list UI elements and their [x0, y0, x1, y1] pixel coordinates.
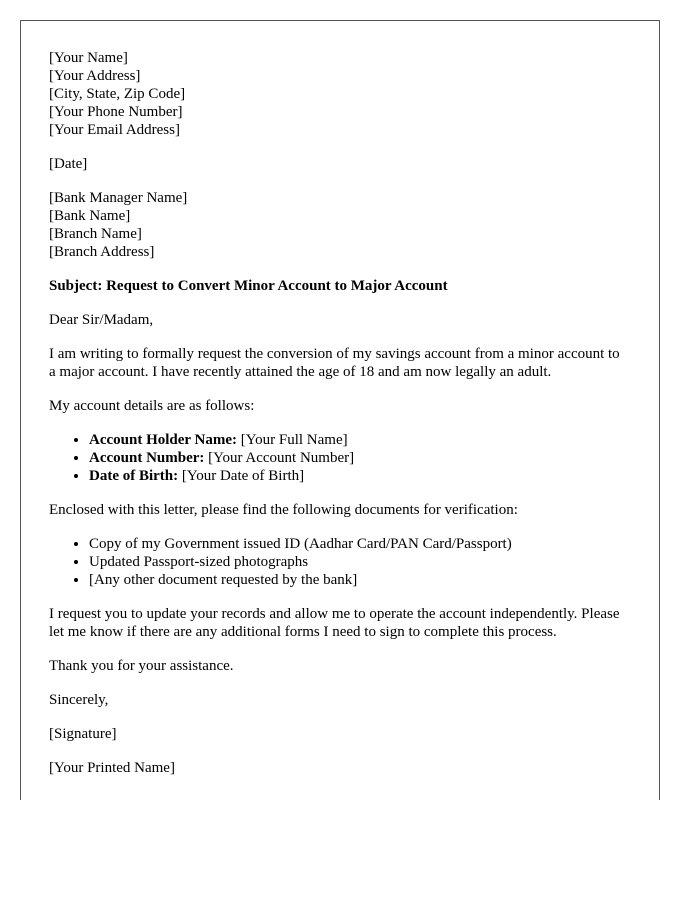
list-item: • Updated Passport-sized photographs — [89, 553, 629, 571]
recipient-branch: [Branch Name] — [49, 226, 142, 242]
recipient-manager: [Bank Manager Name] — [49, 190, 188, 206]
detail-value: [Your Date of Birth] — [178, 468, 305, 484]
signature-line: [Signature] — [49, 726, 117, 742]
detail-value: [Your Full Name] — [237, 432, 348, 448]
list-item — [89, 449, 629, 467]
detail-value: [Your Account Number] — [204, 450, 355, 466]
detail-label: Account Number: — [89, 450, 205, 466]
thanks-line: Thank you for your assistance. — [49, 658, 234, 674]
documents-intro: Enclosed with this letter, please find the following documents for verification: — [49, 502, 518, 518]
sender-phone: [Your Phone Number] — [49, 104, 183, 120]
details-intro: My account details are as follows: — [49, 398, 255, 414]
detail-label: Date of Birth: — [89, 468, 179, 484]
letter-page — [20, 20, 660, 800]
recipient-bank: [Bank Name] — [49, 208, 131, 224]
request-paragraph: I request you to update your records and allow me to operate the account independently. Please let me know if there are any additional forms I need to sign to complete this process. — [49, 606, 620, 640]
sender-address: [Your Address] — [49, 68, 141, 84]
letter-subject: Subject: Request to Convert Minor Account to Major Account — [49, 278, 448, 294]
printed-name-line: [Your Printed Name] — [49, 760, 175, 776]
salutation: Dear Sir/Madam, — [49, 312, 154, 328]
recipient-branch-address: [Branch Address] — [49, 244, 155, 260]
intro-paragraph: I am writing to formally request the conversion of my savings account from a minor account to a major account. I have recently attained the age of 18 and am now legally an adult. — [49, 346, 620, 380]
list-item: • Copy of my Government issued ID (Aadhar Card/PAN Card/Passport) — [89, 535, 629, 553]
sender-address-block — [49, 49, 629, 139]
sender-email: [Your Email Address] — [49, 122, 180, 138]
documents-list — [49, 535, 629, 589]
list-item — [89, 431, 629, 449]
letter-body — [49, 49, 629, 793]
letter-date: [Date] — [49, 156, 88, 172]
account-details-list — [49, 431, 629, 485]
recipient-address-block — [49, 189, 629, 261]
list-item — [89, 467, 629, 485]
closing-line: Sincerely, — [49, 692, 109, 708]
sender-city-state-zip: [City, State, Zip Code] — [49, 86, 186, 102]
list-item: • [Any other document requested by the bank] — [89, 571, 629, 589]
sender-name: [Your Name] — [49, 50, 128, 66]
detail-label: Account Holder Name: — [89, 432, 238, 448]
